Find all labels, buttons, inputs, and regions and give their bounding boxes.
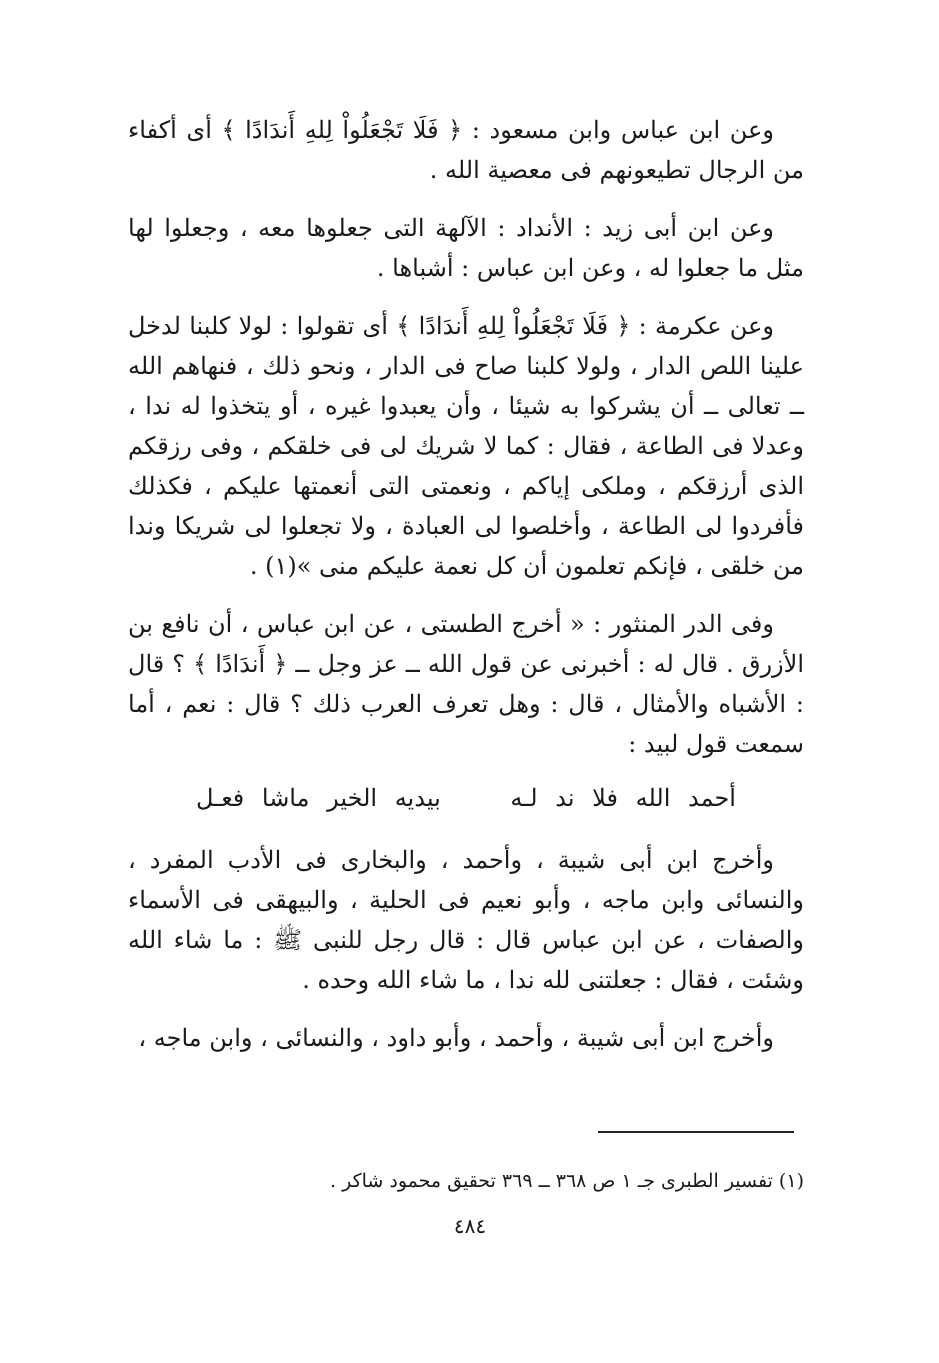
- paragraph-ikrima: وعن عكرمة : ﴿ فَلَا تَجْعَلُواْ لِلهِ أَندَادًا ﴾ أى تقولوا : لولا كلبنا لدخل علينا اللص الدار ، ولولا كلبنا صاح فى الدار ، ونحو ذلك ، فنهاهم الله ــ تعالى ــ أن يشركوا به شيئا ، وأن يعبدوا غيره ، أو يتخذوا له ندا ، وعدلا فى الطاعة ، فقال : كما لا شريك لى فى خلقكم ، وفى رزقكم الذى أرزقكم ، وملكى إياكم ، ونعمتى التى أنعمتها عليكم ، فكذلك فأفردوا لى الطاعة ، وأخلصوا لى العبادة ، ولا تجعلوا لى شريكا وندا من خلقى ، فإنكم تعلمون أن كل نعمة عليكم منى »(١) .: [128, 312, 804, 580]
- poetry-verse: [128, 778, 804, 818]
- paragraph-ibn-abi-shayba-2: وأخرج ابن أبى شيبة ، وأحمد ، وأبو داود ، والنسائى ، وابن ماجه ،: [138, 1024, 774, 1052]
- footnote: (١) تفسير الطبرى جـ ١ ص ٣٦٨ ــ ٣٦٩ تحقيق محمود شاكر .: [330, 1170, 804, 1192]
- paragraph-ibn-abi-shayba-1: وأخرج ابن أبى شيبة ، وأحمد ، والبخارى فى الأدب المفرد ، والنسائى وابن ماجه ، وأبو نعيم فى الحلية ، والبيهقى فى الأسماء والصفات ، عن ابن عباس قال : قال رجل للنبى ﷺ : ما شاء الله وشئت ، فقال : جعلتنى لله ندا ، ما شاء الله وحده .: [128, 846, 804, 994]
- paragraph-durr-manthur: وفى الدر المنثور : « أخرج الطستى ، عن ابن عباس ، أن نافع بن الأزرق . قال له : أخبرنى عن قول الله ــ عز وجل ــ ﴿ أَندَادًا ﴾ ؟ قال : الأشباه والأمثال ، قال : وهل تعرف العرب ذلك ؟ قال : نعم ، أما سمعت قول لبيد :: [128, 610, 804, 758]
- verse-second-hemistich: بيديه الخير ماشا فعـل: [196, 784, 441, 812]
- footnote-separator: [598, 1131, 794, 1133]
- page-number: ٤٨٤: [453, 1214, 487, 1238]
- verse-first-hemistich: أحمد الله فلا ند لـه: [510, 784, 736, 812]
- paragraph-ibn-abbas-ibn-masud: وعن ابن عباس وابن مسعود : ﴿ فَلَا تَجْعَلُواْ لِلهِ أَندَادًا ﴾ أى أكفاء من الرجال تطيعونهم فى معصية الله .: [128, 116, 804, 184]
- paragraph-ibn-abi-zayd: وعن ابن أبى زيد : الأنداد : الآلهة التى جعلوها معه ، وجعلوا لها مثل ما جعلوا له ، وعن ابن عباس : أشباها .: [128, 214, 804, 282]
- page-body: [128, 110, 804, 1076]
